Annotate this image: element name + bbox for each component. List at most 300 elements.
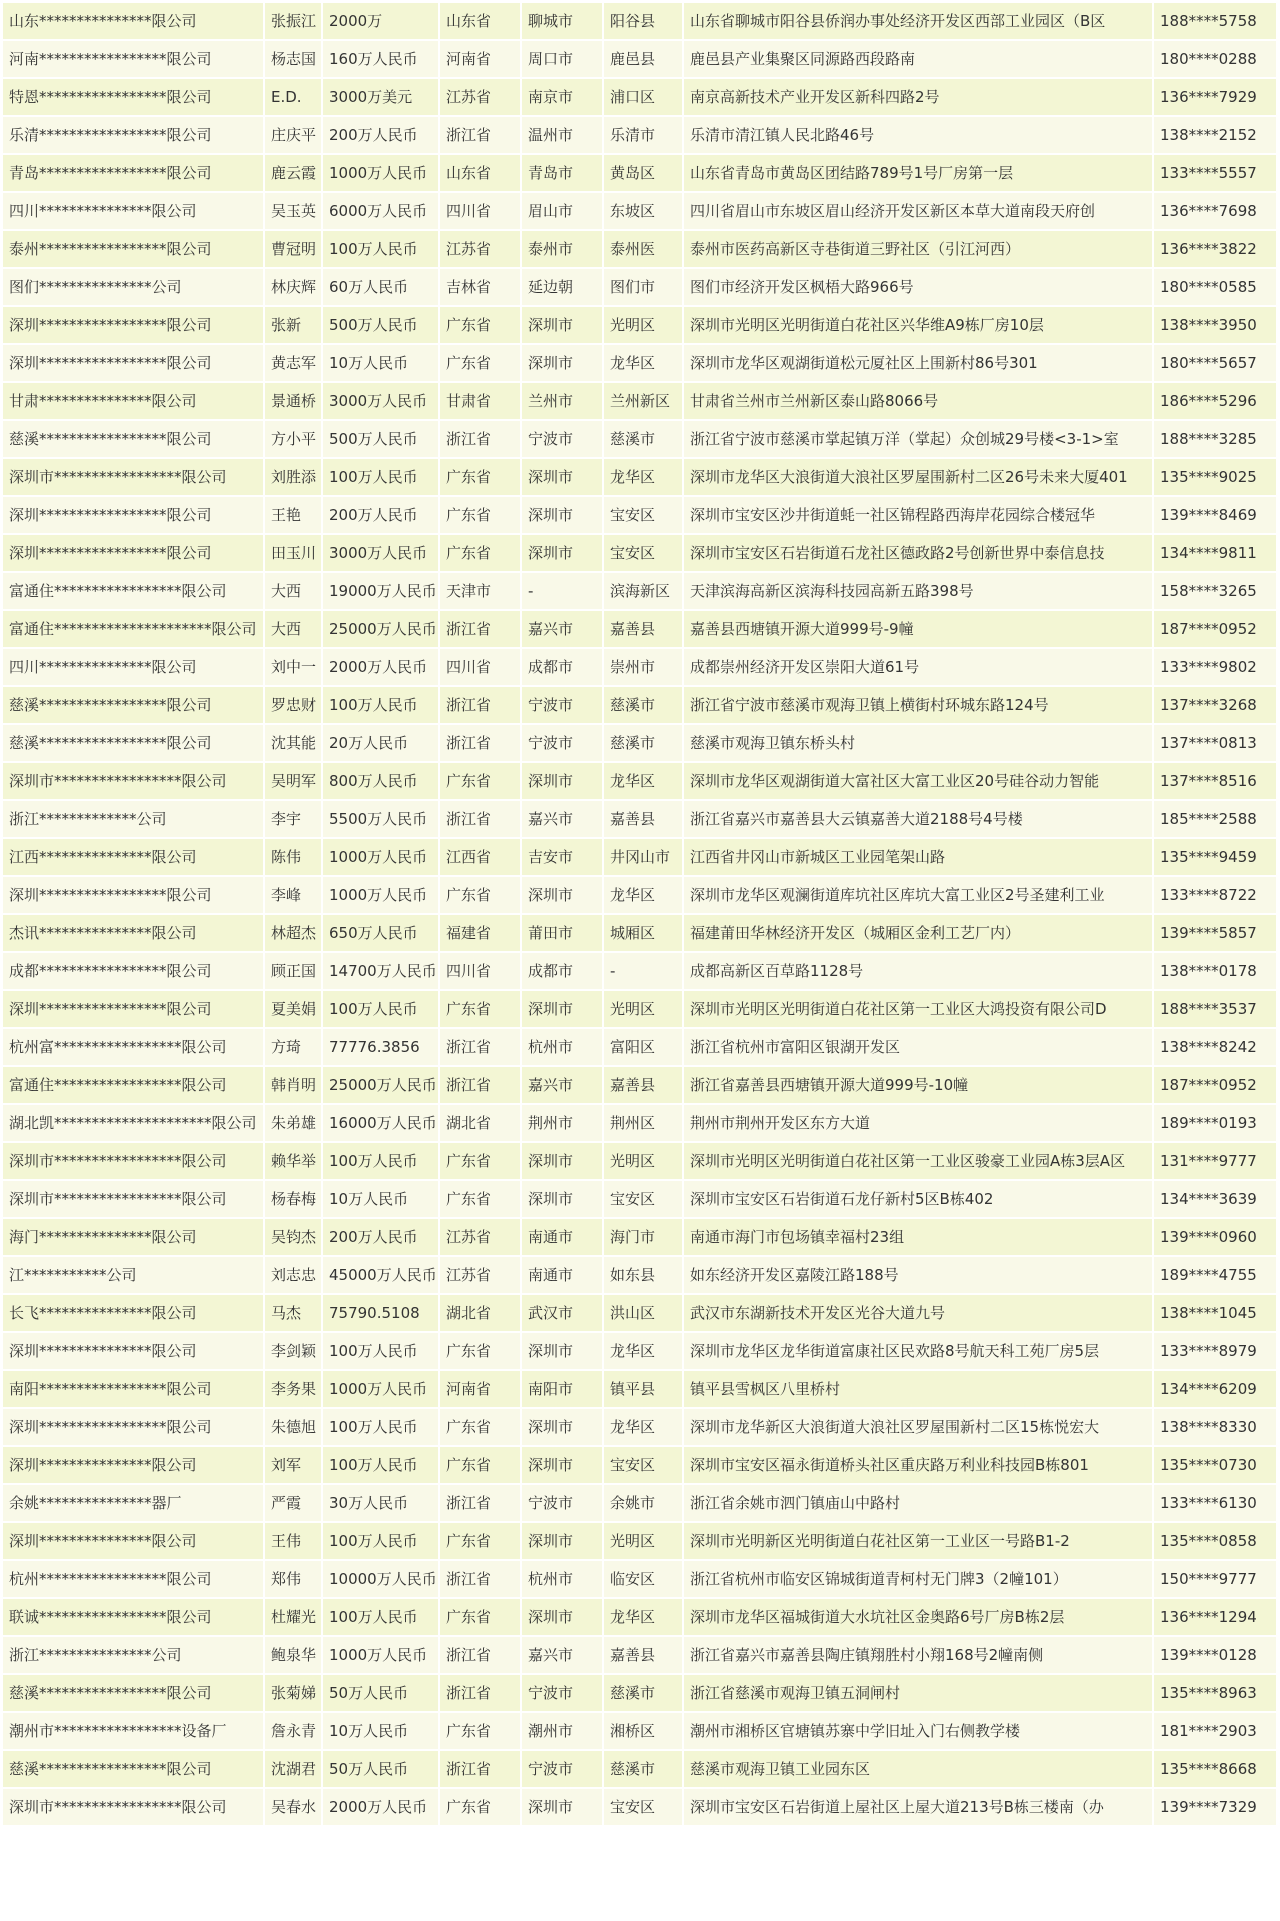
district-cell: 泰州医 xyxy=(604,231,682,267)
legal-rep-cell: 大西 xyxy=(265,611,321,647)
company-name-cell: 富通住*****************限公司 xyxy=(3,1067,263,1103)
company-name-cell: 富通住*****************限公司 xyxy=(3,573,263,609)
company-name-cell: 四川***************限公司 xyxy=(3,649,263,685)
province-cell: 浙江省 xyxy=(440,1637,520,1673)
phone-cell: 188****3537 xyxy=(1154,991,1276,1027)
legal-rep-cell: 吴春水 xyxy=(265,1789,321,1825)
province-cell: 江苏省 xyxy=(440,1257,520,1293)
address-cell: 浙江省杭州市富阳区银湖开发区 xyxy=(684,1029,1152,1065)
district-cell: 光明区 xyxy=(604,991,682,1027)
legal-rep-cell: 郑伟 xyxy=(265,1561,321,1597)
registered-capital-cell: 50万人民币 xyxy=(323,1675,438,1711)
phone-cell: 135****0730 xyxy=(1154,1447,1276,1483)
phone-cell: 137****3268 xyxy=(1154,687,1276,723)
phone-cell: 133****8722 xyxy=(1154,877,1276,913)
phone-cell: 136****3822 xyxy=(1154,231,1276,267)
phone-cell: 138****3950 xyxy=(1154,307,1276,343)
table-row xyxy=(3,801,1276,837)
company-name-cell: 海门***************限公司 xyxy=(3,1219,263,1255)
city-cell: - xyxy=(522,573,602,609)
registered-capital-cell: 45000万人民币 xyxy=(323,1257,438,1293)
registered-capital-cell: 10万人民币 xyxy=(323,1181,438,1217)
city-cell: 南通市 xyxy=(522,1219,602,1255)
legal-rep-cell: 景通桥 xyxy=(265,383,321,419)
company-name-cell: 深圳*****************限公司 xyxy=(3,991,263,1027)
registered-capital-cell: 1000万人民币 xyxy=(323,877,438,913)
province-cell: 广东省 xyxy=(440,497,520,533)
company-name-cell: 深圳*****************限公司 xyxy=(3,307,263,343)
phone-cell: 139****0128 xyxy=(1154,1637,1276,1673)
registered-capital-cell: 100万人民币 xyxy=(323,1599,438,1635)
city-cell: 兰州市 xyxy=(522,383,602,419)
province-cell: 河南省 xyxy=(440,41,520,77)
city-cell: 嘉兴市 xyxy=(522,1637,602,1673)
phone-cell: 138****2152 xyxy=(1154,117,1276,153)
city-cell: 深圳市 xyxy=(522,1143,602,1179)
phone-cell: 136****7929 xyxy=(1154,79,1276,115)
registered-capital-cell: 500万人民币 xyxy=(323,307,438,343)
district-cell: 临安区 xyxy=(604,1561,682,1597)
company-name-cell: 深圳*****************限公司 xyxy=(3,877,263,913)
legal-rep-cell: 张新 xyxy=(265,307,321,343)
address-cell: 浙江省宁波市慈溪市观海卫镇上横街村环城东路124号 xyxy=(684,687,1152,723)
city-cell: 宁波市 xyxy=(522,1675,602,1711)
province-cell: 广东省 xyxy=(440,1713,520,1749)
address-cell: 深圳市光明区光明街道白花社区兴华维A9栋厂房10层 xyxy=(684,307,1152,343)
table-row xyxy=(3,41,1276,77)
company-name-cell: 深圳***************限公司 xyxy=(3,1523,263,1559)
city-cell: 杭州市 xyxy=(522,1561,602,1597)
legal-rep-cell: 杨志国 xyxy=(265,41,321,77)
district-cell: 慈溪市 xyxy=(604,725,682,761)
district-cell: 光明区 xyxy=(604,1143,682,1179)
registered-capital-cell: 200万人民币 xyxy=(323,1219,438,1255)
phone-cell: 134****9811 xyxy=(1154,535,1276,571)
company-name-cell: 江***********公司 xyxy=(3,1257,263,1293)
table-row xyxy=(3,345,1276,381)
phone-cell: 134****6209 xyxy=(1154,1371,1276,1407)
province-cell: 浙江省 xyxy=(440,687,520,723)
table-row xyxy=(3,1371,1276,1407)
company-name-cell: 深圳*****************限公司 xyxy=(3,345,263,381)
province-cell: 广东省 xyxy=(440,459,520,495)
district-cell: 龙华区 xyxy=(604,459,682,495)
district-cell: 崇州市 xyxy=(604,649,682,685)
phone-cell: 135****9025 xyxy=(1154,459,1276,495)
legal-rep-cell: 赖华举 xyxy=(265,1143,321,1179)
province-cell: 浙江省 xyxy=(440,801,520,837)
district-cell: 龙华区 xyxy=(604,1333,682,1369)
province-cell: 江苏省 xyxy=(440,231,520,267)
province-cell: 浙江省 xyxy=(440,1675,520,1711)
table-row xyxy=(3,1713,1276,1749)
table-row xyxy=(3,1257,1276,1293)
phone-cell: 133****8979 xyxy=(1154,1333,1276,1369)
district-cell: 荆州区 xyxy=(604,1105,682,1141)
address-cell: 乐清市清江镇人民北路46号 xyxy=(684,117,1152,153)
company-name-cell: 潮州市*****************设备厂 xyxy=(3,1713,263,1749)
phone-cell: 139****0960 xyxy=(1154,1219,1276,1255)
table-row xyxy=(3,307,1276,343)
address-cell: 浙江省宁波市慈溪市掌起镇万洋（掌起）众创城29号楼<3-1>室 xyxy=(684,421,1152,457)
city-cell: 荆州市 xyxy=(522,1105,602,1141)
province-cell: 江苏省 xyxy=(440,1219,520,1255)
company-name-cell: 深圳市*****************限公司 xyxy=(3,1181,263,1217)
city-cell: 深圳市 xyxy=(522,1789,602,1825)
table-row xyxy=(3,1447,1276,1483)
phone-cell: 138****8330 xyxy=(1154,1409,1276,1445)
table-row xyxy=(3,573,1276,609)
city-cell: 南阳市 xyxy=(522,1371,602,1407)
company-name-cell: 慈溪*****************限公司 xyxy=(3,421,263,457)
district-cell: 龙华区 xyxy=(604,877,682,913)
city-cell: 深圳市 xyxy=(522,991,602,1027)
city-cell: 聊城市 xyxy=(522,3,602,39)
address-cell: 深圳市光明区光明街道白花社区第一工业区大鸿投资有限公司D xyxy=(684,991,1152,1027)
address-cell: 深圳市龙华区福城街道大水坑社区金奥路6号厂房B栋2层 xyxy=(684,1599,1152,1635)
legal-rep-cell: 方琦 xyxy=(265,1029,321,1065)
company-name-cell: 深圳*****************限公司 xyxy=(3,497,263,533)
province-cell: 浙江省 xyxy=(440,117,520,153)
company-name-cell: 南阳*****************限公司 xyxy=(3,1371,263,1407)
province-cell: 浙江省 xyxy=(440,611,520,647)
city-cell: 深圳市 xyxy=(522,1599,602,1635)
address-cell: 浙江省嘉兴市嘉善县大云镇嘉善大道2188号4号楼 xyxy=(684,801,1152,837)
legal-rep-cell: 马杰 xyxy=(265,1295,321,1331)
registered-capital-cell: 1000万人民币 xyxy=(323,1371,438,1407)
registered-capital-cell: 14700万人民币 xyxy=(323,953,438,989)
table-row xyxy=(3,1067,1276,1103)
address-cell: 慈溪市观海卫镇工业园东区 xyxy=(684,1751,1152,1787)
district-cell: 滨海新区 xyxy=(604,573,682,609)
company-name-cell: 河南*****************限公司 xyxy=(3,41,263,77)
company-name-cell: 浙江*************公司 xyxy=(3,801,263,837)
company-name-cell: 四川***************限公司 xyxy=(3,193,263,229)
legal-rep-cell: 张振江 xyxy=(265,3,321,39)
city-cell: 青岛市 xyxy=(522,155,602,191)
city-cell: 宁波市 xyxy=(522,421,602,457)
legal-rep-cell: 刘志忠 xyxy=(265,1257,321,1293)
table-row xyxy=(3,497,1276,533)
table-row xyxy=(3,231,1276,267)
district-cell: 嘉善县 xyxy=(604,1637,682,1673)
city-cell: 深圳市 xyxy=(522,1447,602,1483)
table-row xyxy=(3,953,1276,989)
company-name-cell: 杰讯***************限公司 xyxy=(3,915,263,951)
address-cell: 荆州市荆州开发区东方大道 xyxy=(684,1105,1152,1141)
province-cell: 广东省 xyxy=(440,1143,520,1179)
district-cell: 龙华区 xyxy=(604,345,682,381)
address-cell: 深圳市光明新区光明街道白花社区第一工业区一号路B1-2 xyxy=(684,1523,1152,1559)
city-cell: 眉山市 xyxy=(522,193,602,229)
province-cell: 广东省 xyxy=(440,535,520,571)
city-cell: 深圳市 xyxy=(522,459,602,495)
legal-rep-cell: 大西 xyxy=(265,573,321,609)
company-name-cell: 长飞***************限公司 xyxy=(3,1295,263,1331)
table-row xyxy=(3,991,1276,1027)
district-cell: 龙华区 xyxy=(604,763,682,799)
district-cell: 光明区 xyxy=(604,1523,682,1559)
legal-rep-cell: 田玉川 xyxy=(265,535,321,571)
address-cell: 泰州市医药高新区寺巷街道三野社区（引江河西） xyxy=(684,231,1152,267)
phone-cell: 135****8963 xyxy=(1154,1675,1276,1711)
company-name-cell: 深圳***************限公司 xyxy=(3,1333,263,1369)
phone-cell: 181****2903 xyxy=(1154,1713,1276,1749)
legal-rep-cell: 张菊娣 xyxy=(265,1675,321,1711)
table-row xyxy=(3,611,1276,647)
company-table xyxy=(1,1,1278,1827)
phone-cell: 189****0193 xyxy=(1154,1105,1276,1141)
legal-rep-cell: 朱德旭 xyxy=(265,1409,321,1445)
province-cell: 江西省 xyxy=(440,839,520,875)
registered-capital-cell: 3000万人民币 xyxy=(323,535,438,571)
legal-rep-cell: 刘中一 xyxy=(265,649,321,685)
legal-rep-cell: 黄志军 xyxy=(265,345,321,381)
phone-cell: 137****0813 xyxy=(1154,725,1276,761)
phone-cell: 134****3639 xyxy=(1154,1181,1276,1217)
province-cell: 广东省 xyxy=(440,1333,520,1369)
phone-cell: 137****8516 xyxy=(1154,763,1276,799)
district-cell: 慈溪市 xyxy=(604,1675,682,1711)
city-cell: 成都市 xyxy=(522,953,602,989)
district-cell: 嘉善县 xyxy=(604,801,682,837)
address-cell: 深圳市龙华新区大浪街道大浪社区罗屋围新村二区15栋悦宏大 xyxy=(684,1409,1152,1445)
city-cell: 吉安市 xyxy=(522,839,602,875)
province-cell: 江苏省 xyxy=(440,79,520,115)
table-row xyxy=(3,1637,1276,1673)
registered-capital-cell: 100万人民币 xyxy=(323,459,438,495)
legal-rep-cell: 杜耀光 xyxy=(265,1599,321,1635)
province-cell: 浙江省 xyxy=(440,1029,520,1065)
phone-cell: 131****9777 xyxy=(1154,1143,1276,1179)
phone-cell: 133****6130 xyxy=(1154,1485,1276,1521)
address-cell: 深圳市龙华区观澜街道库坑社区库坑大富工业区2号圣建利工业 xyxy=(684,877,1152,913)
district-cell: 慈溪市 xyxy=(604,687,682,723)
city-cell: 深圳市 xyxy=(522,345,602,381)
address-cell: 深圳市宝安区沙井街道蚝一社区锦程路西海岸花园综合楼冠华 xyxy=(684,497,1152,533)
city-cell: 周口市 xyxy=(522,41,602,77)
city-cell: 宁波市 xyxy=(522,725,602,761)
address-cell: 镇平县雪枫区八里桥村 xyxy=(684,1371,1152,1407)
province-cell: 浙江省 xyxy=(440,1067,520,1103)
registered-capital-cell: 1000万人民币 xyxy=(323,1637,438,1673)
phone-cell: 187****0952 xyxy=(1154,1067,1276,1103)
legal-rep-cell: 曹冠明 xyxy=(265,231,321,267)
province-cell: 四川省 xyxy=(440,193,520,229)
address-cell: 成都高新区百草路1128号 xyxy=(684,953,1152,989)
table-row xyxy=(3,1485,1276,1521)
table-row xyxy=(3,193,1276,229)
registered-capital-cell: 10000万人民币 xyxy=(323,1561,438,1597)
phone-cell: 138****1045 xyxy=(1154,1295,1276,1331)
company-name-cell: 山东***************限公司 xyxy=(3,3,263,39)
address-cell: 四川省眉山市东坡区眉山经济开发区新区本草大道南段天府创 xyxy=(684,193,1152,229)
city-cell: 深圳市 xyxy=(522,1181,602,1217)
company-name-cell: 成都*****************限公司 xyxy=(3,953,263,989)
registered-capital-cell: 25000万人民币 xyxy=(323,1067,438,1103)
table-row xyxy=(3,1333,1276,1369)
address-cell: 山东省青岛市黄岛区团结路789号1号厂房第一层 xyxy=(684,155,1152,191)
district-cell: 湘桥区 xyxy=(604,1713,682,1749)
company-name-cell: 甘肃***************限公司 xyxy=(3,383,263,419)
table-row xyxy=(3,1561,1276,1597)
address-cell: 潮州市湘桥区官塘镇苏寨中学旧址入门右侧教学楼 xyxy=(684,1713,1152,1749)
table-row xyxy=(3,535,1276,571)
city-cell: 宁波市 xyxy=(522,1751,602,1787)
city-cell: 深圳市 xyxy=(522,877,602,913)
company-name-cell: 泰州*****************限公司 xyxy=(3,231,263,267)
company-name-cell: 特恩*****************限公司 xyxy=(3,79,263,115)
company-name-cell: 深圳市*****************限公司 xyxy=(3,1789,263,1825)
address-cell: 深圳市龙华区观湖街道大富社区大富工业区20号硅谷动力智能 xyxy=(684,763,1152,799)
registered-capital-cell: 3000万美元 xyxy=(323,79,438,115)
table-row xyxy=(3,1599,1276,1635)
table-row xyxy=(3,459,1276,495)
company-name-cell: 深圳市*****************限公司 xyxy=(3,1143,263,1179)
company-name-cell: 余姚***************器厂 xyxy=(3,1485,263,1521)
district-cell: 井冈山市 xyxy=(604,839,682,875)
phone-cell: 136****1294 xyxy=(1154,1599,1276,1635)
table-row xyxy=(3,117,1276,153)
province-cell: 山东省 xyxy=(440,3,520,39)
legal-rep-cell: 鲍泉华 xyxy=(265,1637,321,1673)
table-row xyxy=(3,1295,1276,1331)
table-row xyxy=(3,1219,1276,1255)
phone-cell: 138****8242 xyxy=(1154,1029,1276,1065)
phone-cell: 150****9777 xyxy=(1154,1561,1276,1597)
table-row xyxy=(3,1029,1276,1065)
phone-cell: 188****3285 xyxy=(1154,421,1276,457)
table-row xyxy=(3,1675,1276,1711)
legal-rep-cell: 顾正国 xyxy=(265,953,321,989)
legal-rep-cell: 夏美娟 xyxy=(265,991,321,1027)
registered-capital-cell: 16000万人民币 xyxy=(323,1105,438,1141)
city-cell: 嘉兴市 xyxy=(522,1067,602,1103)
city-cell: 温州市 xyxy=(522,117,602,153)
company-name-cell: 深圳***************限公司 xyxy=(3,1447,263,1483)
phone-cell: 135****0858 xyxy=(1154,1523,1276,1559)
district-cell: 宝安区 xyxy=(604,1181,682,1217)
legal-rep-cell: 吴钧杰 xyxy=(265,1219,321,1255)
address-cell: 成都崇州经济开发区崇阳大道61号 xyxy=(684,649,1152,685)
city-cell: 延边朝 xyxy=(522,269,602,305)
table-row xyxy=(3,763,1276,799)
address-cell: 南京高新技术产业开发区新科四路2号 xyxy=(684,79,1152,115)
registered-capital-cell: 60万人民币 xyxy=(323,269,438,305)
address-cell: 深圳市龙华区大浪街道大浪社区罗屋围新村二区26号未来大厦401 xyxy=(684,459,1152,495)
address-cell: 武汉市东湖新技术开发区光谷大道九号 xyxy=(684,1295,1152,1331)
address-cell: 深圳市宝安区石岩街道石龙社区德政路2号创新世界中泰信息技 xyxy=(684,535,1152,571)
district-cell: 图们市 xyxy=(604,269,682,305)
company-name-cell: 湖北凯*********************限公司 xyxy=(3,1105,263,1141)
address-cell: 鹿邑县产业集聚区同源路西段路南 xyxy=(684,41,1152,77)
city-cell: 深圳市 xyxy=(522,535,602,571)
table-row xyxy=(3,155,1276,191)
table-row xyxy=(3,421,1276,457)
registered-capital-cell: 2000万 xyxy=(323,3,438,39)
province-cell: 湖北省 xyxy=(440,1295,520,1331)
address-cell: 深圳市宝安区石岩街道上屋社区上屋大道213号B栋三楼南（办 xyxy=(684,1789,1152,1825)
address-cell: 甘肃省兰州市兰州新区泰山路8066号 xyxy=(684,383,1152,419)
city-cell: 深圳市 xyxy=(522,1333,602,1369)
province-cell: 广东省 xyxy=(440,1599,520,1635)
district-cell: 嘉善县 xyxy=(604,1067,682,1103)
province-cell: 浙江省 xyxy=(440,725,520,761)
district-cell: 富阳区 xyxy=(604,1029,682,1065)
address-cell: 浙江省嘉善县西塘镇开源大道999号-10幢 xyxy=(684,1067,1152,1103)
table-row xyxy=(3,3,1276,39)
company-name-cell: 深圳*****************限公司 xyxy=(3,1409,263,1445)
phone-cell: 139****7329 xyxy=(1154,1789,1276,1825)
city-cell: 武汉市 xyxy=(522,1295,602,1331)
district-cell: 宝安区 xyxy=(604,497,682,533)
address-cell: 浙江省杭州市临安区锦城街道青柯村无门牌3（2幢101） xyxy=(684,1561,1152,1597)
company-name-cell: 乐清*****************限公司 xyxy=(3,117,263,153)
district-cell: 龙华区 xyxy=(604,1599,682,1635)
company-name-cell: 江西***************限公司 xyxy=(3,839,263,875)
province-cell: 福建省 xyxy=(440,915,520,951)
registered-capital-cell: 800万人民币 xyxy=(323,763,438,799)
city-cell: 潮州市 xyxy=(522,1713,602,1749)
phone-cell: 135****8668 xyxy=(1154,1751,1276,1787)
city-cell: 嘉兴市 xyxy=(522,611,602,647)
legal-rep-cell: 陈伟 xyxy=(265,839,321,875)
district-cell: 兰州新区 xyxy=(604,383,682,419)
legal-rep-cell: 詹永青 xyxy=(265,1713,321,1749)
phone-cell: 180****0585 xyxy=(1154,269,1276,305)
province-cell: 山东省 xyxy=(440,155,520,191)
table-row xyxy=(3,725,1276,761)
legal-rep-cell: 李务果 xyxy=(265,1371,321,1407)
district-cell: 城厢区 xyxy=(604,915,682,951)
legal-rep-cell: 沈湖君 xyxy=(265,1751,321,1787)
company-name-cell: 浙江***************公司 xyxy=(3,1637,263,1673)
district-cell: 宝安区 xyxy=(604,1447,682,1483)
registered-capital-cell: 77776.3856 xyxy=(323,1029,438,1065)
city-cell: 南通市 xyxy=(522,1257,602,1293)
district-cell: 龙华区 xyxy=(604,1409,682,1445)
province-cell: 广东省 xyxy=(440,345,520,381)
city-cell: 深圳市 xyxy=(522,1409,602,1445)
province-cell: 广东省 xyxy=(440,1523,520,1559)
province-cell: 浙江省 xyxy=(440,1485,520,1521)
table-row xyxy=(3,1789,1276,1825)
legal-rep-cell: 刘胜添 xyxy=(265,459,321,495)
registered-capital-cell: 100万人民币 xyxy=(323,1409,438,1445)
table-row xyxy=(3,269,1276,305)
district-cell: 镇平县 xyxy=(604,1371,682,1407)
company-name-cell: 富通住*********************限公司 xyxy=(3,611,263,647)
phone-cell: 189****4755 xyxy=(1154,1257,1276,1293)
table-row xyxy=(3,649,1276,685)
legal-rep-cell: 李峰 xyxy=(265,877,321,913)
phone-cell: 185****2588 xyxy=(1154,801,1276,837)
registered-capital-cell: 200万人民币 xyxy=(323,117,438,153)
company-name-cell: 慈溪*****************限公司 xyxy=(3,1751,263,1787)
table-row xyxy=(3,383,1276,419)
district-cell: 浦口区 xyxy=(604,79,682,115)
phone-cell: 180****0288 xyxy=(1154,41,1276,77)
district-cell: 黄岛区 xyxy=(604,155,682,191)
phone-cell: 139****8469 xyxy=(1154,497,1276,533)
company-name-cell: 杭州富*****************限公司 xyxy=(3,1029,263,1065)
company-name-cell: 联诚*****************限公司 xyxy=(3,1599,263,1635)
table-row xyxy=(3,1105,1276,1141)
district-cell: 洪山区 xyxy=(604,1295,682,1331)
legal-rep-cell: 严霞 xyxy=(265,1485,321,1521)
district-cell: - xyxy=(604,953,682,989)
table-row xyxy=(3,1751,1276,1787)
